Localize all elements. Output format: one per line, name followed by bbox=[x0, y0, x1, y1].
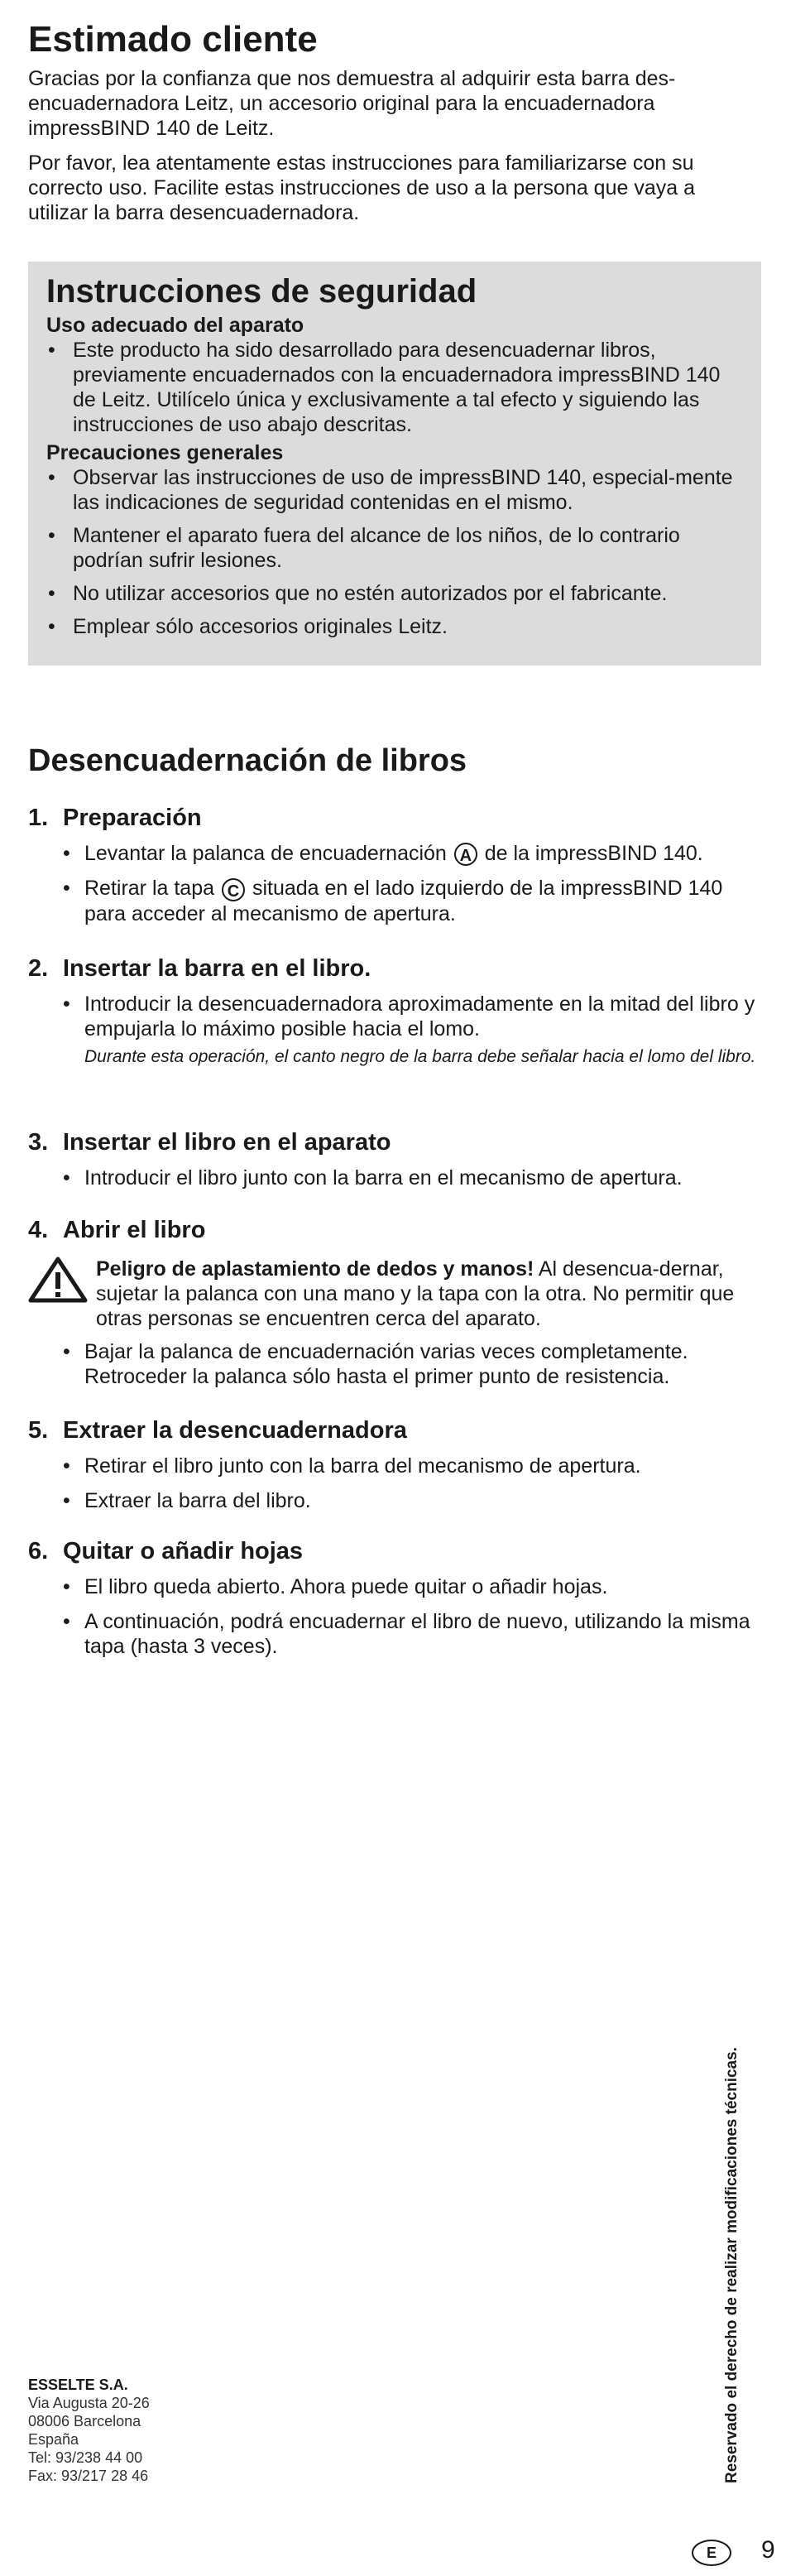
warning-text: Peligro de aplastamiento de dedos y manos! Al desencua-dernar, sujetar la palanca con una mano y la tapa con la otra. No permitir que otras personas se encuentren cerca del aparato. bbox=[96, 1257, 735, 1330]
step-title: Quitar o añadir hojas bbox=[63, 1538, 304, 1564]
intro-title: Estimado cliente bbox=[28, 19, 318, 60]
intro-paragraph-1: Gracias por la confianza que nos demuestra al adquirir esta barra des-encuadernadora Leitz, un accesorio original para la encuadernadora impressBIND 140 de Leitz. bbox=[28, 67, 676, 140]
warning-title: Peligro de aplastamiento de dedos y manos! bbox=[96, 1257, 534, 1281]
general-heading: Precauciones generales bbox=[46, 441, 284, 464]
step-note: Durante esta operación, el canto negro de la barra debe señalar hacia el lomo del libro. bbox=[84, 1047, 756, 1066]
address-country: España bbox=[28, 2431, 79, 2448]
list-item: • Observar las instrucciones de uso de impressBIND 140, especial-mente las indicaciones de seguridad contenidas en el mismo. bbox=[46, 465, 743, 515]
circled-a-marker: A bbox=[454, 843, 477, 866]
step-number: 5. bbox=[28, 1417, 49, 1444]
list-item: • Emplear sólo accesorios originales Leitz. bbox=[46, 614, 743, 639]
step-title: Extraer la desencuadernadora bbox=[63, 1417, 407, 1444]
list-item: • A continuación, podrá encuadernar el libro de nuevo, utilizando la misma tapa (hasta 3 veces). bbox=[63, 1609, 761, 1659]
safety-box bbox=[28, 262, 761, 666]
safety-title: Instrucciones de seguridad bbox=[46, 273, 477, 310]
step-6 bbox=[28, 1536, 761, 1669]
step-number: 6. bbox=[28, 1538, 49, 1564]
use-heading: Uso adecuado del aparato bbox=[46, 314, 304, 337]
list-item: • Retirar el libro junto con la barra del mecanismo de apertura. bbox=[63, 1454, 761, 1478]
step-1 bbox=[28, 803, 761, 936]
address-city: 08006 Barcelona bbox=[28, 2413, 141, 2429]
list-item: • El libro queda abierto. Ahora puede quitar o añadir hojas. bbox=[63, 1574, 761, 1599]
intro-paragraph-2: Por favor, lea atentamente estas instrucciones para familiarizarse con su correcto uso. Facilite estas instrucciones de uso a la persona que vaya a utilizar la barra desencuadernadora. bbox=[28, 151, 695, 224]
company-address bbox=[28, 2376, 150, 2485]
language-badge: E bbox=[692, 2540, 731, 2566]
step-5 bbox=[28, 1415, 761, 1523]
step-3 bbox=[28, 1127, 761, 1200]
list-item: • Retirar la tapa C situada en el lado izquierdo de la impressBIND 140 para acceder al mecanismo de apertura. bbox=[63, 876, 761, 925]
list-item: • Bajar la palanca de encuadernación varias veces completamente. Retroceder la palanca sólo hasta el primer punto de resistencia. bbox=[63, 1339, 761, 1389]
step-number: 3. bbox=[28, 1129, 49, 1156]
list-item: • Este producto ha sido desarrollado para desencuadernar libros, previamente encuadernados con la encuadernadora impressBIND 140 de Leitz. Utilícelo única y exclusivamente a tal efecto y siguiendo las instrucciones de uso abajo descritas. bbox=[46, 338, 743, 437]
step-title: Insertar la barra en el libro. bbox=[63, 955, 371, 982]
main-title: Desencuadernación de libros bbox=[28, 743, 467, 778]
address-street: Via Augusta 20-26 bbox=[28, 2395, 150, 2411]
step-title: Preparación bbox=[63, 805, 202, 831]
general-list bbox=[46, 465, 743, 639]
use-list bbox=[46, 338, 743, 437]
step-title: Insertar el libro en el aparato bbox=[63, 1129, 391, 1156]
company-name: ESSELTE S.A. bbox=[28, 2377, 128, 2393]
list-item: • Mantener el aparato fuera del alcance de los niños, de lo contrario podrían sufrir lesiones. bbox=[46, 523, 743, 573]
list-item: • Extraer la barra del libro. bbox=[63, 1488, 761, 1513]
list-item: • Levantar la palanca de encuadernación A de la impressBIND 140. bbox=[63, 841, 761, 866]
step-number: 4. bbox=[28, 1217, 49, 1243]
circled-c-marker: C bbox=[222, 878, 245, 901]
warning-triangle-icon bbox=[28, 1257, 88, 1303]
list-item: • No utilizar accesorios que no estén autorizados por el fabricante. bbox=[46, 581, 743, 606]
warning-block bbox=[28, 1257, 761, 1331]
page-number: 9 bbox=[761, 2536, 775, 2564]
list-item: • Introducir la desencuadernadora aproximadamente en la mitad del libro y empujarla lo máximo posible hacia el lomo. Durante esta operación, el canto negro de la barra debe señalar hacia el lomo del libro. bbox=[63, 992, 761, 1069]
step-4 bbox=[28, 1215, 761, 1399]
list-item: • Introducir el libro junto con la barra en el mecanismo de apertura. bbox=[63, 1165, 761, 1190]
technical-note-text: Reservado el derecho de realizar modificaciones técnicas. bbox=[723, 2047, 740, 2483]
step-number: 1. bbox=[28, 805, 49, 831]
address-tel: Tel: 93/238 44 00 bbox=[28, 2449, 143, 2466]
step-number: 2. bbox=[28, 955, 49, 982]
address-fax: Fax: 93/217 28 46 bbox=[28, 2468, 149, 2484]
step-2 bbox=[28, 954, 761, 1079]
step-title: Abrir el libro bbox=[63, 1217, 206, 1243]
technical-note bbox=[720, 2003, 745, 2483]
